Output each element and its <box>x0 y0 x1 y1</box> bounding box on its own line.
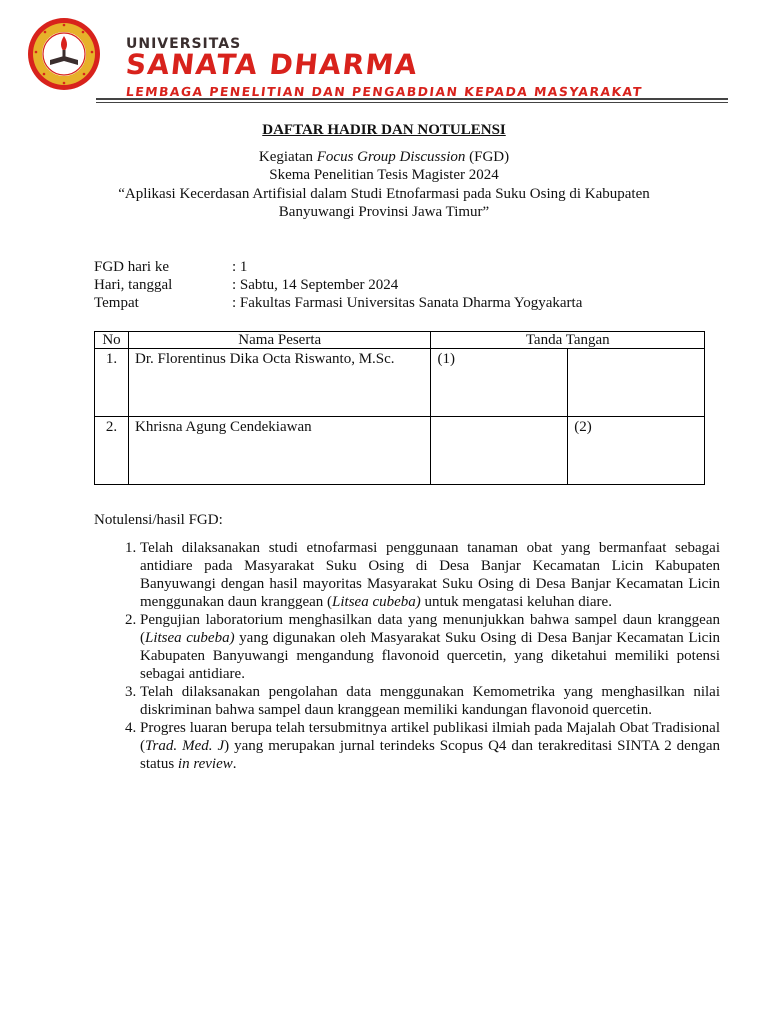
info-label: Hari, tanggal <box>94 277 173 293</box>
activity-suffix: (FGD) <box>465 149 510 165</box>
scheme-line: Skema Penelitian Tesis Magister 2024 <box>269 167 499 183</box>
note-italic: Trad. Med. J <box>145 738 225 754</box>
meeting-info <box>94 258 582 312</box>
header-signature: Tanda Tangan <box>431 332 705 349</box>
info-label: FGD hari ke <box>94 259 169 275</box>
info-value: : Fakultas Farmasi Universitas Sanata Dharma Yogyakarta <box>232 295 583 311</box>
note-italic: Litsea cubeba) <box>332 594 421 610</box>
list-item <box>140 683 720 719</box>
university-label: UNIVERSITAS <box>126 36 242 52</box>
note-text: Progres luaran berupa telah tersubmitnya artikel publikasi ilmiah pada Majalah Obat Tradisional ( <box>140 720 720 754</box>
document-title: DAFTAR HADIR DAN NOTULENSI <box>262 122 506 138</box>
activity-line <box>94 149 674 166</box>
info-row-day <box>94 258 582 276</box>
note-italic: Litsea cubeba) <box>145 630 235 646</box>
note-text: Telah dilaksanakan studi etnofarmasi penggunaan tanaman obat yang bermanfaat sebagai antidiare pada Masyarakat Suku Osing di Desa Banjar Kecamatan Licin Kabupaten Banyuwangi dengan hasil mayoritas Masyarakat Suku Osing di Desa Banjar Kecamatan Licin menggunakan daun kranggean ( <box>140 540 720 610</box>
university-name: SANATA DHARMA <box>124 48 420 81</box>
info-value: : Sabtu, 14 September 2024 <box>232 277 399 293</box>
note-text: Pengujian laboratorium menghasilkan data yang menunjukkan bahwa sampel daun kranggean ( <box>140 612 720 646</box>
note-text: untuk mengatasi keluhan diare. <box>420 594 612 610</box>
activity-name: Focus Group Discussion <box>316 149 466 165</box>
list-item <box>140 719 720 773</box>
signature-cell-left: (1) <box>431 349 568 417</box>
institute-name: LEMBAGA PENELITIAN DAN PENGABDIAN KEPADA MASYARAKAT <box>125 84 644 99</box>
letterhead <box>22 14 730 98</box>
university-seal-icon <box>26 16 102 92</box>
table-row <box>95 349 705 417</box>
activity-prefix: Kegiatan <box>258 149 317 165</box>
signature-cell-right <box>568 349 705 417</box>
note-text: yang digunakan oleh Masyarakat Suku Osing di Desa Banjar Kecamatan Licin Kabupaten Banyuwangi mengandung flavonoid quercetin, yang diketahui memiliki potensi sebagai antidiare. <box>140 630 720 682</box>
row-no: 2. <box>95 417 129 485</box>
note-italic: in review <box>177 756 233 772</box>
table-row <box>95 417 705 485</box>
info-value: : 1 <box>232 259 248 275</box>
signature-cell-right: (2) <box>568 417 705 485</box>
info-row-place <box>94 294 582 312</box>
note-text: ) yang merupakan jurnal terindeks Scopus Q4 dan terakreditasi SINTA 2 dengan status <box>140 738 721 772</box>
research-title: “Aplikasi Kecerdasan Artifisial dalam Studi Etnofarmasi pada Suku Osing di Kabupaten Banyuwangi Provinsi Jawa Timur” <box>118 186 650 220</box>
info-label: Tempat <box>94 295 139 311</box>
signature-cell-left <box>431 417 568 485</box>
participant-name: Khrisna Agung Cendekiawan <box>128 417 431 485</box>
note-text: Telah dilaksanakan pengolahan data menggunakan Kemometrika yang menghasilkan nilai diskriminan bahwa sampel daun kranggean memiliki kandungan flavonoid quercetin. <box>140 684 720 718</box>
notes-label: Notulensi/hasil FGD: <box>94 512 223 528</box>
header-no: No <box>95 332 129 349</box>
row-no: 1. <box>95 349 129 417</box>
note-text: . <box>232 756 237 772</box>
table-header-row <box>95 332 705 349</box>
list-item <box>140 539 720 611</box>
attendance-table <box>94 331 705 485</box>
info-row-date <box>94 276 582 294</box>
letterhead-rule-top <box>96 98 728 100</box>
letterhead-rule-bottom <box>96 102 728 103</box>
notes-list <box>94 539 720 773</box>
participant-name: Dr. Florentinus Dika Octa Riswanto, M.Sc. <box>128 349 431 417</box>
header-name: Nama Peserta <box>128 332 431 349</box>
list-item <box>140 611 720 683</box>
